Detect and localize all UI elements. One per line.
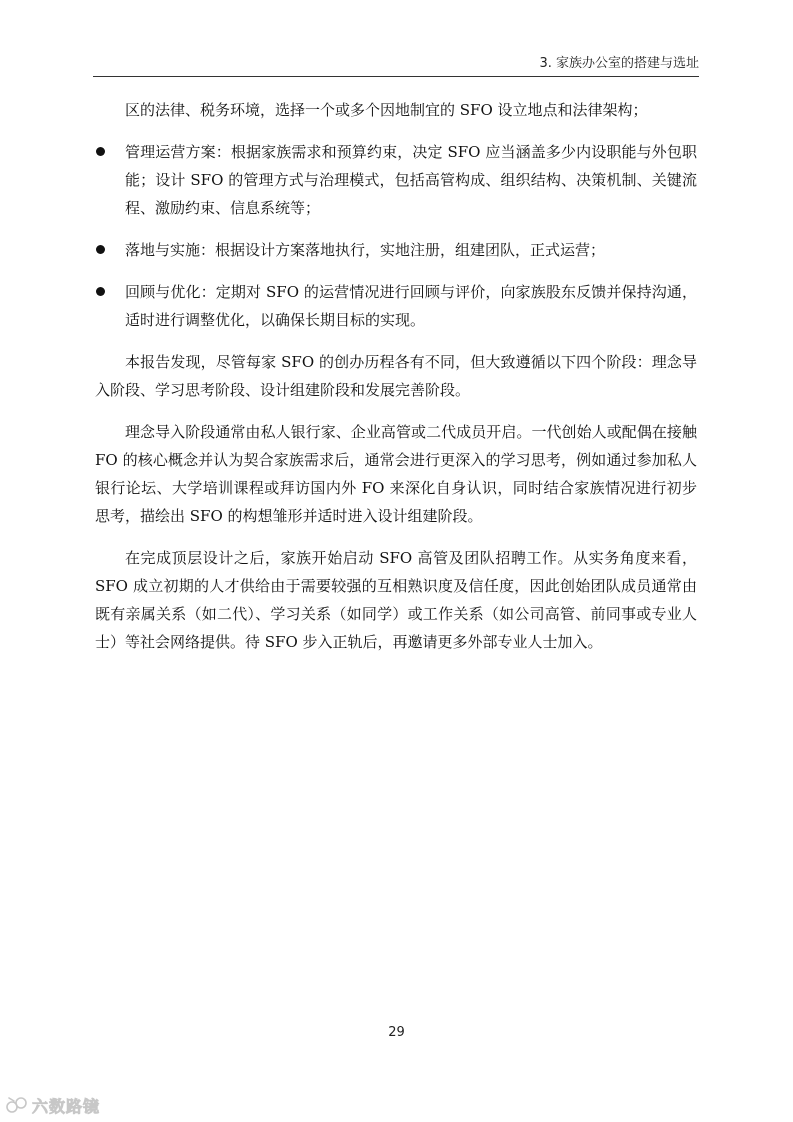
- bullet-icon: [96, 147, 105, 156]
- header-title: 3. 家族办公室的搭建与选址: [539, 56, 699, 71]
- body-paragraph: 理念导入阶段通常由私人银行家、企业高管或二代成员开启。一代创始人或配偶在接触 FO 的核心概念并认为契合家族需求后，通常会进行更深入的学习思考，例如通过参加私人银行论坛、大学培训课程或拜访国内外 FO 来深化自身认识，同时结合家族情况进行初步思考，描绘出 SFO 的构想雏形并适时进入设计组建阶段。: [95, 423, 697, 525]
- body-paragraph: 在完成顶层设计之后，家族开始启动 SFO 高管及团队招聘工作。从实务角度来看，SFO 成立初期的人才供给由于需要较强的互相熟识度及信任度，因此创始团队成员通常由既有亲属关系（如二代）、学习关系（如同学）或工作关系（如公司高管、前同事或专业人士）等社会网络提供。待 SFO 步入正轨后，再邀请更多外部专业人士加入。: [95, 549, 697, 651]
- bullet-item: [95, 236, 697, 264]
- bullet-text: 回顾与优化：定期对 SFO 的运营情况进行回顾与评价，向家族股东反馈并保持沟通，适时进行调整优化，以确保长期目标的实现。: [125, 283, 697, 329]
- bullet-item: [95, 278, 697, 334]
- intro-continuation: 区的法律、税务环境，选择一个或多个因地制宜的 SFO 设立地点和法律架构；: [125, 101, 648, 119]
- watermark-text: 六数路镜: [32, 1096, 101, 1116]
- watermark: [6, 1093, 100, 1117]
- bullet-text: 管理运营方案：根据家族需求和预算约束，决定 SFO 应当涵盖多少内设职能与外包职能；设计 SFO 的管理方式与治理模式，包括高管构成、组织结构、决策机制、关键流程、激励约束、信息系统等；: [125, 143, 697, 217]
- watermark-logo-icon: [6, 1095, 28, 1115]
- page-header: [93, 56, 699, 74]
- bullet-icon: [96, 245, 105, 254]
- page-number: 29: [388, 1025, 405, 1040]
- header-rule: [93, 76, 699, 77]
- page-content: [95, 96, 697, 656]
- bullet-text: 落地与实施：根据设计方案落地执行，实地注册，组建团队，正式运营；: [125, 241, 606, 259]
- bullet-icon: [96, 287, 105, 296]
- body-paragraph: 本报告发现，尽管每家 SFO 的创办历程各有不同，但大致遵循以下四个阶段：理念导入阶段、学习思考阶段、设计组建阶段和发展完善阶段。: [95, 353, 697, 399]
- bullet-item: [95, 138, 697, 222]
